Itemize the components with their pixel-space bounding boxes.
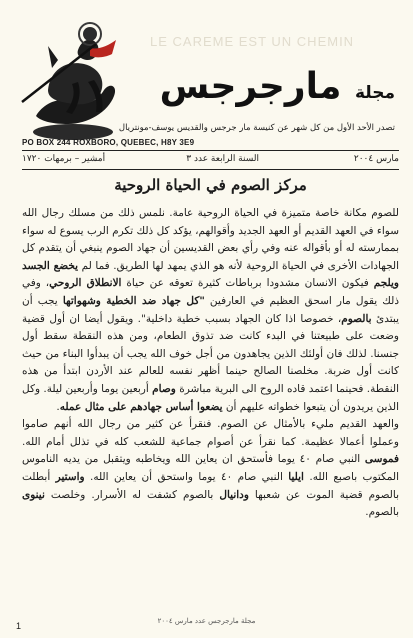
bold-phrase: "كل جهاد ضد الخطية وشهواتها xyxy=(62,294,205,307)
text-run: بالصوم. xyxy=(365,506,399,519)
masthead xyxy=(160,66,395,107)
article-title: مركز الصوم في الحياة الروحية xyxy=(114,176,307,194)
text-run: بالصوم كشفت له الأسرار. وخلصت xyxy=(44,488,220,501)
text-run: يجب أن يبتدئ xyxy=(22,294,400,325)
text-run: فيكون الانسان مشدودا برباطات كثيرة تعوقه عن حياة xyxy=(121,277,374,290)
text-run: للصوم مكانة خاصة متميزة في الحياة الروحية عامة. نلمس ذلك من مسلك رجال الله سواء في العهد القديم أو العهد الجديد وأقوالهم، يؤكد كل ذلك تكرم الرب يسوع له سواء بممارسته له أو بأقواله عنه وفي رأي بعض القديسين أن جهاد الصوم ينبغي أن يتقدم كل الجهادات الأخرى في الحياة الروحية لأنه هو الذي يمهد لها الطريق. فما لم xyxy=(22,207,399,272)
issue-date: مارس ٢٠٠٤ xyxy=(353,154,399,164)
bottom-divider xyxy=(22,169,399,170)
bold-phrase: نينوى xyxy=(22,488,45,501)
text-run: النبي صام ٤٠ يوما واستحق أن يعاين الله. xyxy=(84,470,289,483)
text-run: ، وفي ذلك يقول مار اسحق العظيم في العارفين xyxy=(22,277,399,307)
bold-phrase: فموسى xyxy=(364,453,399,466)
top-divider xyxy=(22,150,399,151)
bold-phrase: بالصوم xyxy=(341,312,372,325)
article-paragraph-2 xyxy=(22,416,399,522)
bold-phrase: واستير xyxy=(55,470,85,483)
text-run: ، خصوصا اذا كان الجهاد بسبب خطية داخلية". ويقول أيضا ان أول قضية وضعت على طبيعتنا في البدء كانت ضد تذوق الطعام، ومن هذه النقطة سقط أول جنسنا. لذلك فان أولئك الذين يجاهدون من أجل خوف الله يجب أن يبدأوا البناء من حيث كانت أول ضربة. مخلصنا الصالح حينما أظهر نفسه للعالم عند الأردن ابتدأ من هذه النقطة. فحينما اعتمد قاده الروح الى البرية مباشرة xyxy=(22,312,399,395)
article-paragraph-1 xyxy=(22,205,399,416)
text-run: أربعين يوما وأربعين ليلة. وكل الذين يريدون أن يتبعوا خطواته عليهم أن xyxy=(22,382,399,413)
st-george-logo-icon xyxy=(18,20,128,142)
postal-address: PO BOX 244 ROXBORO, QUEBEC, H8Y 3E9 xyxy=(22,138,195,147)
article-body xyxy=(22,205,399,522)
page-footer: مجلة مارجرجس عدد مارس ٢٠٠٤ xyxy=(157,617,256,625)
bold-phrase: ودانيال xyxy=(219,488,249,501)
bold-phrase: يخضع الجسد ويلجم xyxy=(22,259,399,290)
text-run: النبي صام ٤٠ يوما فأستحق ان يعاين الله ويخاطبه ويتقبل من يديه الناموس المكتوب باصبع الله. xyxy=(22,453,399,483)
tagline: تصدر الأحد الأول من كل شهر عن كنيسة مار جرجس والقديس يوسف-مونتريال xyxy=(118,123,395,133)
text-run: والعهد القديم مليء بالأمثال عن الصوم. فنقرأ عن كثير من رجال الله أنهم صاموا وعملوا أعمالا عظيمة. كما نقرأ عن أصوام جماعية للشعب كله في تذلل أمام الله. xyxy=(22,418,399,448)
bold-phrase: الانطلاق الروحي xyxy=(49,277,122,290)
bold-phrase: وصام xyxy=(152,382,176,395)
page-number: 1 xyxy=(16,621,22,631)
masthead-prefix: مجلة xyxy=(354,83,395,103)
issue-volume: السنة الرابعة عدد ٣ xyxy=(186,154,259,164)
issue-info-row xyxy=(22,154,399,167)
bold-phrase: يضعوا أساس جهادهم على مثال عمله xyxy=(59,400,223,413)
header-watermark: LE CAREME EST UN CHEMIN xyxy=(150,34,355,49)
bold-phrase: ايليا xyxy=(288,470,304,483)
coptic-date: أمشير – برمهات ١٧٢٠ xyxy=(22,154,106,164)
masthead-title: مارجرجس xyxy=(159,66,342,107)
text-run: . xyxy=(56,400,60,413)
text-run: أبطلت بالصوم قضية الموت عن شعبها xyxy=(22,470,399,501)
